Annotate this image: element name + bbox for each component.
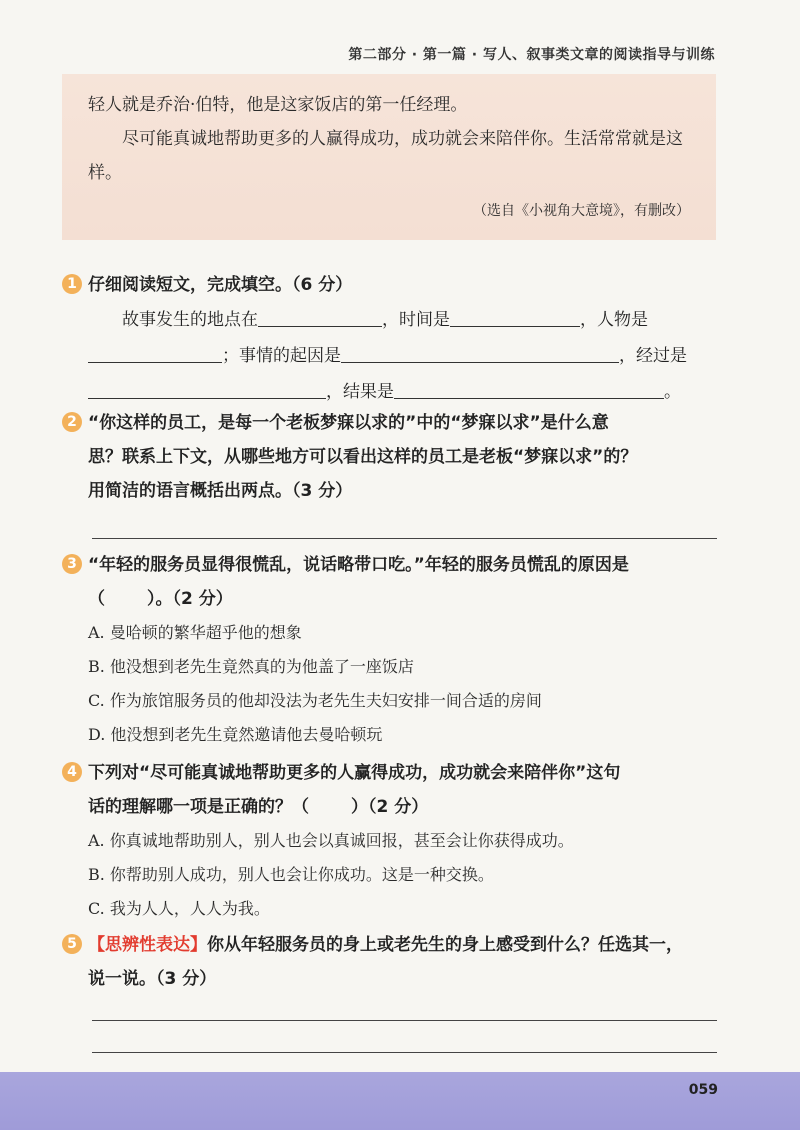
answer-blank-characters[interactable] bbox=[88, 344, 222, 363]
answer-blank-time[interactable] bbox=[450, 308, 580, 327]
question-points: ）（2 分） bbox=[351, 797, 429, 817]
question-text: 用简洁的语言概括出两点。（3 分） bbox=[88, 481, 353, 501]
fill-text: ，人物是 bbox=[580, 310, 648, 330]
answer-blank-place[interactable] bbox=[258, 308, 382, 327]
fill-text: ，时间是 bbox=[382, 310, 450, 330]
answer-blank-result[interactable] bbox=[394, 380, 664, 399]
question-text: 话的理解哪一项是正确的？（ bbox=[88, 797, 309, 817]
question-number-badge: 1 bbox=[62, 274, 82, 294]
option-b: B. 你帮助别人成功，别人也会让你成功。这是一种交换。 bbox=[88, 865, 494, 884]
excerpt-paragraph: 尽可能真诚地帮助更多的人赢得成功，成功就会来陪伴你。生活常常就是这样。 bbox=[88, 129, 683, 183]
question-text: 思？联系上下文，从哪些地方可以看出这样的员工是老板“梦寐以求”的？ bbox=[88, 447, 638, 467]
answer-line[interactable] bbox=[92, 1052, 717, 1053]
question-1 bbox=[62, 268, 722, 410]
option-b: B. 他没想到老先生竟然真的为他盖了一座饭店 bbox=[88, 657, 414, 676]
fill-text: 。 bbox=[664, 382, 681, 402]
option-d: D. 他没想到老先生竟然邀请他去曼哈顿玩 bbox=[88, 725, 383, 744]
question-2 bbox=[62, 406, 722, 508]
question-number-badge: 3 bbox=[62, 554, 82, 574]
fill-text: ，经过是 bbox=[619, 346, 687, 366]
answer-blank-cause[interactable] bbox=[341, 344, 619, 363]
fill-text: ；事情的起因是 bbox=[222, 346, 341, 366]
question-5 bbox=[62, 928, 722, 996]
question-points: ）。（2 分） bbox=[147, 589, 233, 609]
fill-text: ，结果是 bbox=[326, 382, 394, 402]
question-number-badge: 2 bbox=[62, 412, 82, 432]
question-text: 说一说。（3 分） bbox=[88, 969, 217, 989]
reading-excerpt bbox=[62, 74, 716, 240]
question-text: 你从年轻服务员的身上或老先生的身上感受到什么？任选其一， bbox=[207, 935, 683, 955]
page-footer bbox=[0, 1072, 800, 1130]
excerpt-line: 轻人就是乔治·伯特，他是这家饭店的第一任经理。 bbox=[88, 95, 468, 115]
option-a: A. 你真诚地帮助别人，别人也会以真诚回报，甚至会让你获得成功。 bbox=[88, 831, 574, 850]
paren-open: （ bbox=[88, 589, 105, 609]
question-text: “你这样的员工，是每一个老板梦寐以求的”中的“梦寐以求”是什么意 bbox=[88, 413, 609, 433]
option-a: A. 曼哈顿的繁华超乎他的想象 bbox=[88, 623, 302, 642]
excerpt-source: （选自《小视角大意境》，有删改） bbox=[473, 203, 690, 219]
question-number-badge: 5 bbox=[62, 934, 82, 954]
question-prompt: 仔细阅读短文，完成填空。（6 分） bbox=[88, 275, 353, 295]
question-3 bbox=[62, 548, 722, 752]
option-c: C. 作为旅馆服务员的他却没法为老先生夫妇安排一间合适的房间 bbox=[88, 691, 542, 710]
answer-line[interactable] bbox=[92, 1020, 717, 1021]
option-c: C. 我为人人，人人为我。 bbox=[88, 899, 270, 918]
answer-blank-process[interactable] bbox=[88, 380, 326, 399]
question-tag: 【思辨性表达】 bbox=[88, 935, 207, 955]
question-4 bbox=[62, 756, 722, 926]
question-text: “年轻的服务员显得很慌乱，说话略带口吃。”年轻的服务员慌乱的原因是 bbox=[88, 555, 629, 575]
fill-text: 故事发生的地点在 bbox=[122, 310, 258, 330]
answer-line[interactable] bbox=[92, 538, 717, 539]
question-text: 下列对“尽可能真诚地帮助更多的人赢得成功，成功就会来陪伴你”这句 bbox=[88, 763, 621, 783]
page-header: 第二部分 · 第一篇 · 写人、叙事类文章的阅读指导与训练 bbox=[348, 47, 715, 63]
question-number-badge: 4 bbox=[62, 762, 82, 782]
page-number: 059 bbox=[688, 1082, 718, 1098]
